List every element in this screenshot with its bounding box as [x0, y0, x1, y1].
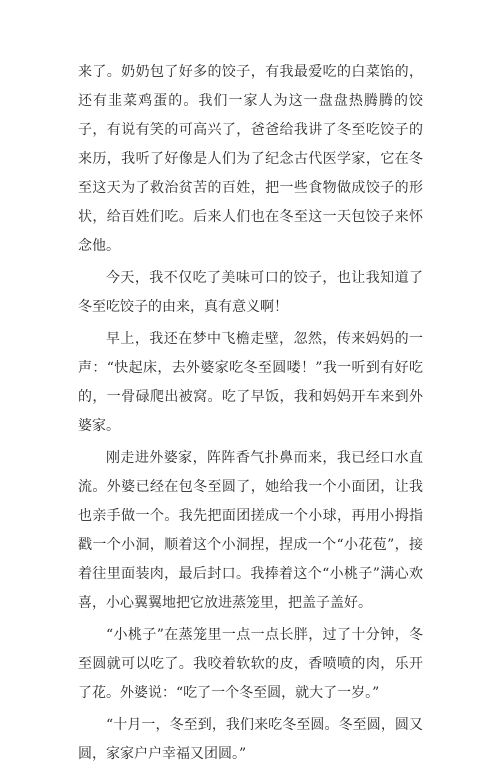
paragraph-1: 来了。奶奶包了好多的饺子，有我最爱吃的白菜馅的，还有韭菜鸡蛋的。我们一家人为这一盘盘热腾腾的饺子，有说有笑的可高兴了，爸爸给我讲了冬至吃饺子的来历，我听了好像是人们为了纪念古代医学家，它在冬至这天为了救治贫苦的百姓，把一些食物做成饺子的形状，给百姓们吃。后来人们也在冬至这一天包饺子来怀念他。 [78, 64, 423, 254]
paragraph-3: 早上，我还在梦中飞檐走壁，忽然，传来妈妈的一声：“快起床，去外婆家吃冬至圆喽！”我一听到有好吃的，一骨碌爬出被窝。吃了早饭，我和妈妈开车来到外婆家。 [78, 331, 423, 434]
paragraph-4: 刚走进外婆家，阵阵香气扑鼻而来，我已经口水直流。外婆已经在包冬至圆了，她给我一个小面团，让我也亲手做一个。我先把面团搓成一个小球，再用小拇指戳一个小洞，顺着这个小洞捏，捏成一个“小花苞”，接着往里面装肉，最后封口。我捧着这个“小桃子”满心欢喜，小心翼翼地把它放进蒸笼里，把盖子盖好。 [78, 450, 423, 611]
paragraph-2: 今天，我不仅吃了美味可口的饺子，也让我知道了冬至吃饺子的由来，真有意义啊！ [78, 270, 423, 315]
paragraph-6: “十月一，冬至到，我们来吃冬至圆。冬至圆，圆又圆，家家户户幸福又团圆。” [78, 717, 423, 762]
paragraph-5: “小桃子”在蒸笼里一点一点长胖，过了十分钟，冬至圆就可以吃了。我咬着软软的皮，香喷喷的肉，乐开了花。外婆说：“吃了一个冬至圆，就大了一岁。” [78, 627, 423, 701]
document-body [78, 58, 423, 769]
